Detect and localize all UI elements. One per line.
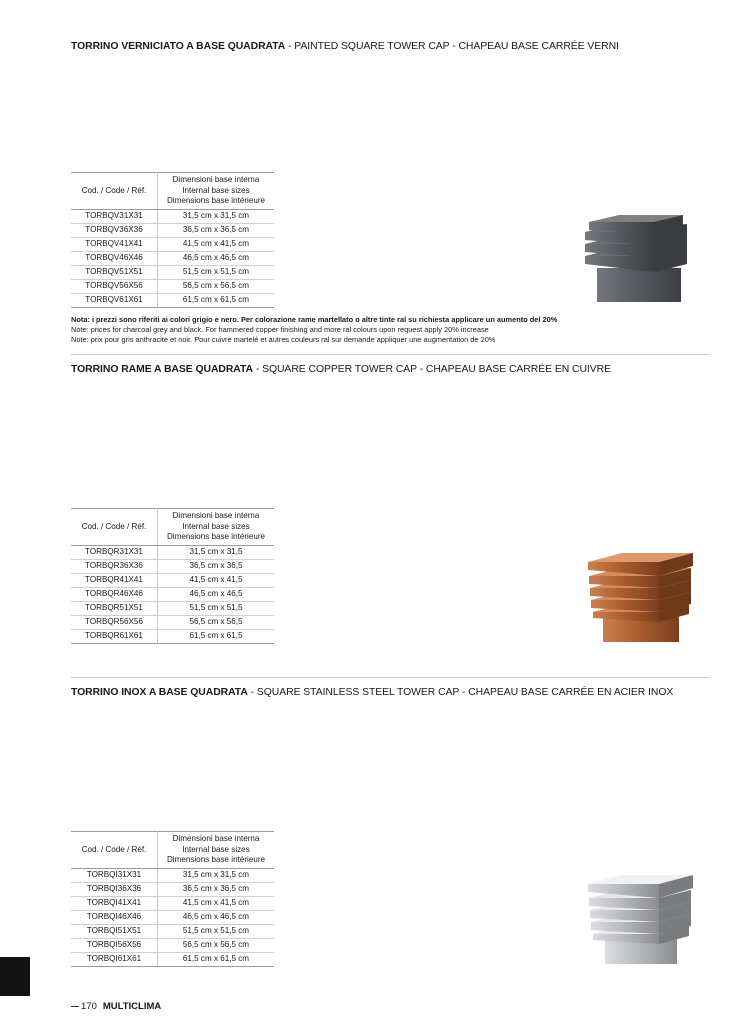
product-code: TORBQV46X46 [71,251,158,265]
base-size: 61,5 cm x 61,5 cm [158,293,275,307]
product-code: TORBQI41X41 [71,896,158,910]
product-code: TORBQI56X56 [71,938,158,952]
table-row [71,615,274,629]
base-size: 61,5 cm x 61,5 [158,629,275,643]
product-code: TORBQI36X36 [71,882,158,896]
product-code: TORBQR56X56 [71,615,158,629]
table-header-dimensions [158,509,275,546]
table-row [71,279,274,293]
table-header-dim-it: Dimensioni base interna [172,834,260,843]
product-code: TORBQV51X51 [71,265,158,279]
table-row [71,237,274,251]
product-code: TORBQI31X31 [71,868,158,882]
section-title-copper-rest: - SQUARE COPPER TOWER CAP - CHAPEAU BASE CARRÉE EN CUIVRE [252,364,611,375]
base-size: 41,5 cm x 41,5 [158,573,275,587]
brand-name: MULTICLIMA [102,1001,162,1012]
product-code: TORBQV36X36 [71,223,158,237]
base-size: 41,5 cm x 41,5 cm [158,896,275,910]
table-header-dimensions [158,832,275,869]
table-header-dim-it: Dimensioni base interna [172,511,260,520]
table-row [71,573,274,587]
table-row [71,265,274,279]
table-row [71,896,274,910]
table-row [71,910,274,924]
price-notes [71,315,557,345]
note-italian: Nota: i prezzi sono riferiti ai colori grigio e nero. Per colorazione rame martellato o altre tinte ral su richiesta applicare un aumento del 20% [71,315,558,324]
table-header-code: Cod. / Code / Réf. [71,832,158,869]
page-number: 170 [81,1001,97,1012]
product-code: TORBQR41X41 [71,573,158,587]
table-row [71,629,274,643]
table-row [71,559,274,573]
table-header-dim-fr: Dimensions base intérieure [166,855,266,864]
table-row [71,952,274,966]
table-header-dim-en: Internal base sizes [182,185,250,195]
base-size: 36,5 cm x 36,5 [158,559,275,573]
product-code: TORBQR31X31 [71,545,158,559]
table-row [71,293,274,307]
base-size: 36,5 cm x 36,5 cm [158,882,275,896]
table-row [71,938,274,952]
table-header-code: Cod. / Code / Réf. [71,173,158,210]
table-row [71,924,274,938]
section-title-painted-bold: TORRINO VERNICIATO A BASE QUADRATA [71,41,286,52]
footer-dash [71,1006,79,1007]
base-size: 31,5 cm x 31,5 cm [158,209,275,223]
product-code: TORBQR51X51 [71,601,158,615]
page-footer [71,1001,161,1013]
product-code: TORBQR61X61 [71,629,158,643]
base-size: 61,5 cm x 61,5 cm [158,952,275,966]
section-title-stainless-bold: TORRINO INOX A BASE QUADRATA [71,687,248,698]
product-code: TORBQI46X46 [71,910,158,924]
section-divider [71,354,710,355]
product-code: TORBQV31X31 [71,209,158,223]
section-title-copper-bold: TORRINO RAME A BASE QUADRATA [71,364,253,375]
base-size: 56,5 cm x 56,5 cm [158,279,275,293]
base-size: 46,5 cm x 46,5 cm [158,251,275,265]
table-row [71,223,274,237]
table-header-dim-en: Internal base sizes [182,844,250,854]
copper-tower-cap-image [585,550,695,644]
product-code: TORBQV56X56 [71,279,158,293]
section-title-copper [71,363,701,376]
size-table-stainless [71,831,274,967]
table-row [71,587,274,601]
table-header-dim-it: Dimensioni base interna [172,175,260,184]
table-row [71,868,274,882]
product-code: TORBQV61X61 [71,293,158,307]
base-size: 56,5 cm x 56,5 cm [158,938,275,952]
note-french: Note: prix pour gris anthracite et noir. Pour cuivre martelé et autres couleurs ral sur demande appliquer une augmentation de 20% [71,335,496,344]
section-divider [71,677,710,678]
section-title-painted [71,40,701,53]
table-row [71,601,274,615]
table-header-dim-fr: Dimensions base intérieure [166,532,266,541]
section-title-stainless [71,686,701,699]
table-row [71,882,274,896]
base-size: 41,5 cm x 41,5 cm [158,237,275,251]
painted-tower-cap-image [583,212,689,304]
product-code: TORBQI51X51 [71,924,158,938]
product-code: TORBQI61X61 [71,952,158,966]
table-header-dimensions [158,173,275,210]
size-table-copper [71,508,274,644]
note-english: Note: prices for charcoal grey and black. For hammered copper finishing and more ral colours upon request apply 20% increase [71,325,489,334]
table-header-dim-en: Internal base sizes [182,521,250,531]
section-title-painted-rest: - PAINTED SQUARE TOWER CAP - CHAPEAU BASE CARRÉE VERNI [285,41,619,52]
table-header-dim-fr: Dimensions base intérieure [166,196,266,205]
base-size: 51,5 cm x 51,5 [158,601,275,615]
table-row [71,209,274,223]
base-size: 51,5 cm x 51,5 cm [158,924,275,938]
base-size: 56,5 cm x 56,5 [158,615,275,629]
table-header-code: Cod. / Code / Réf. [71,509,158,546]
product-code: TORBQR46X46 [71,587,158,601]
product-code: TORBQV41X41 [71,237,158,251]
product-code: TORBQR36X36 [71,559,158,573]
base-size: 46,5 cm x 46,5 [158,587,275,601]
base-size: 51,5 cm x 51,5 cm [158,265,275,279]
base-size: 31,5 cm x 31,5 cm [158,868,275,882]
base-size: 36,5 cm x 36,5 cm [158,223,275,237]
size-table-painted [71,172,274,308]
section-title-stainless-rest: - SQUARE STAINLESS STEEL TOWER CAP - CHAPEAU BASE CARRÉE EN ACIER INOX [247,687,674,698]
base-size: 31,5 cm x 31,5 [158,545,275,559]
table-row [71,545,274,559]
stainless-tower-cap-image [585,872,695,966]
base-size: 46,5 cm x 46,5 cm [158,910,275,924]
table-row [71,251,274,265]
side-tab-marker [0,957,30,996]
